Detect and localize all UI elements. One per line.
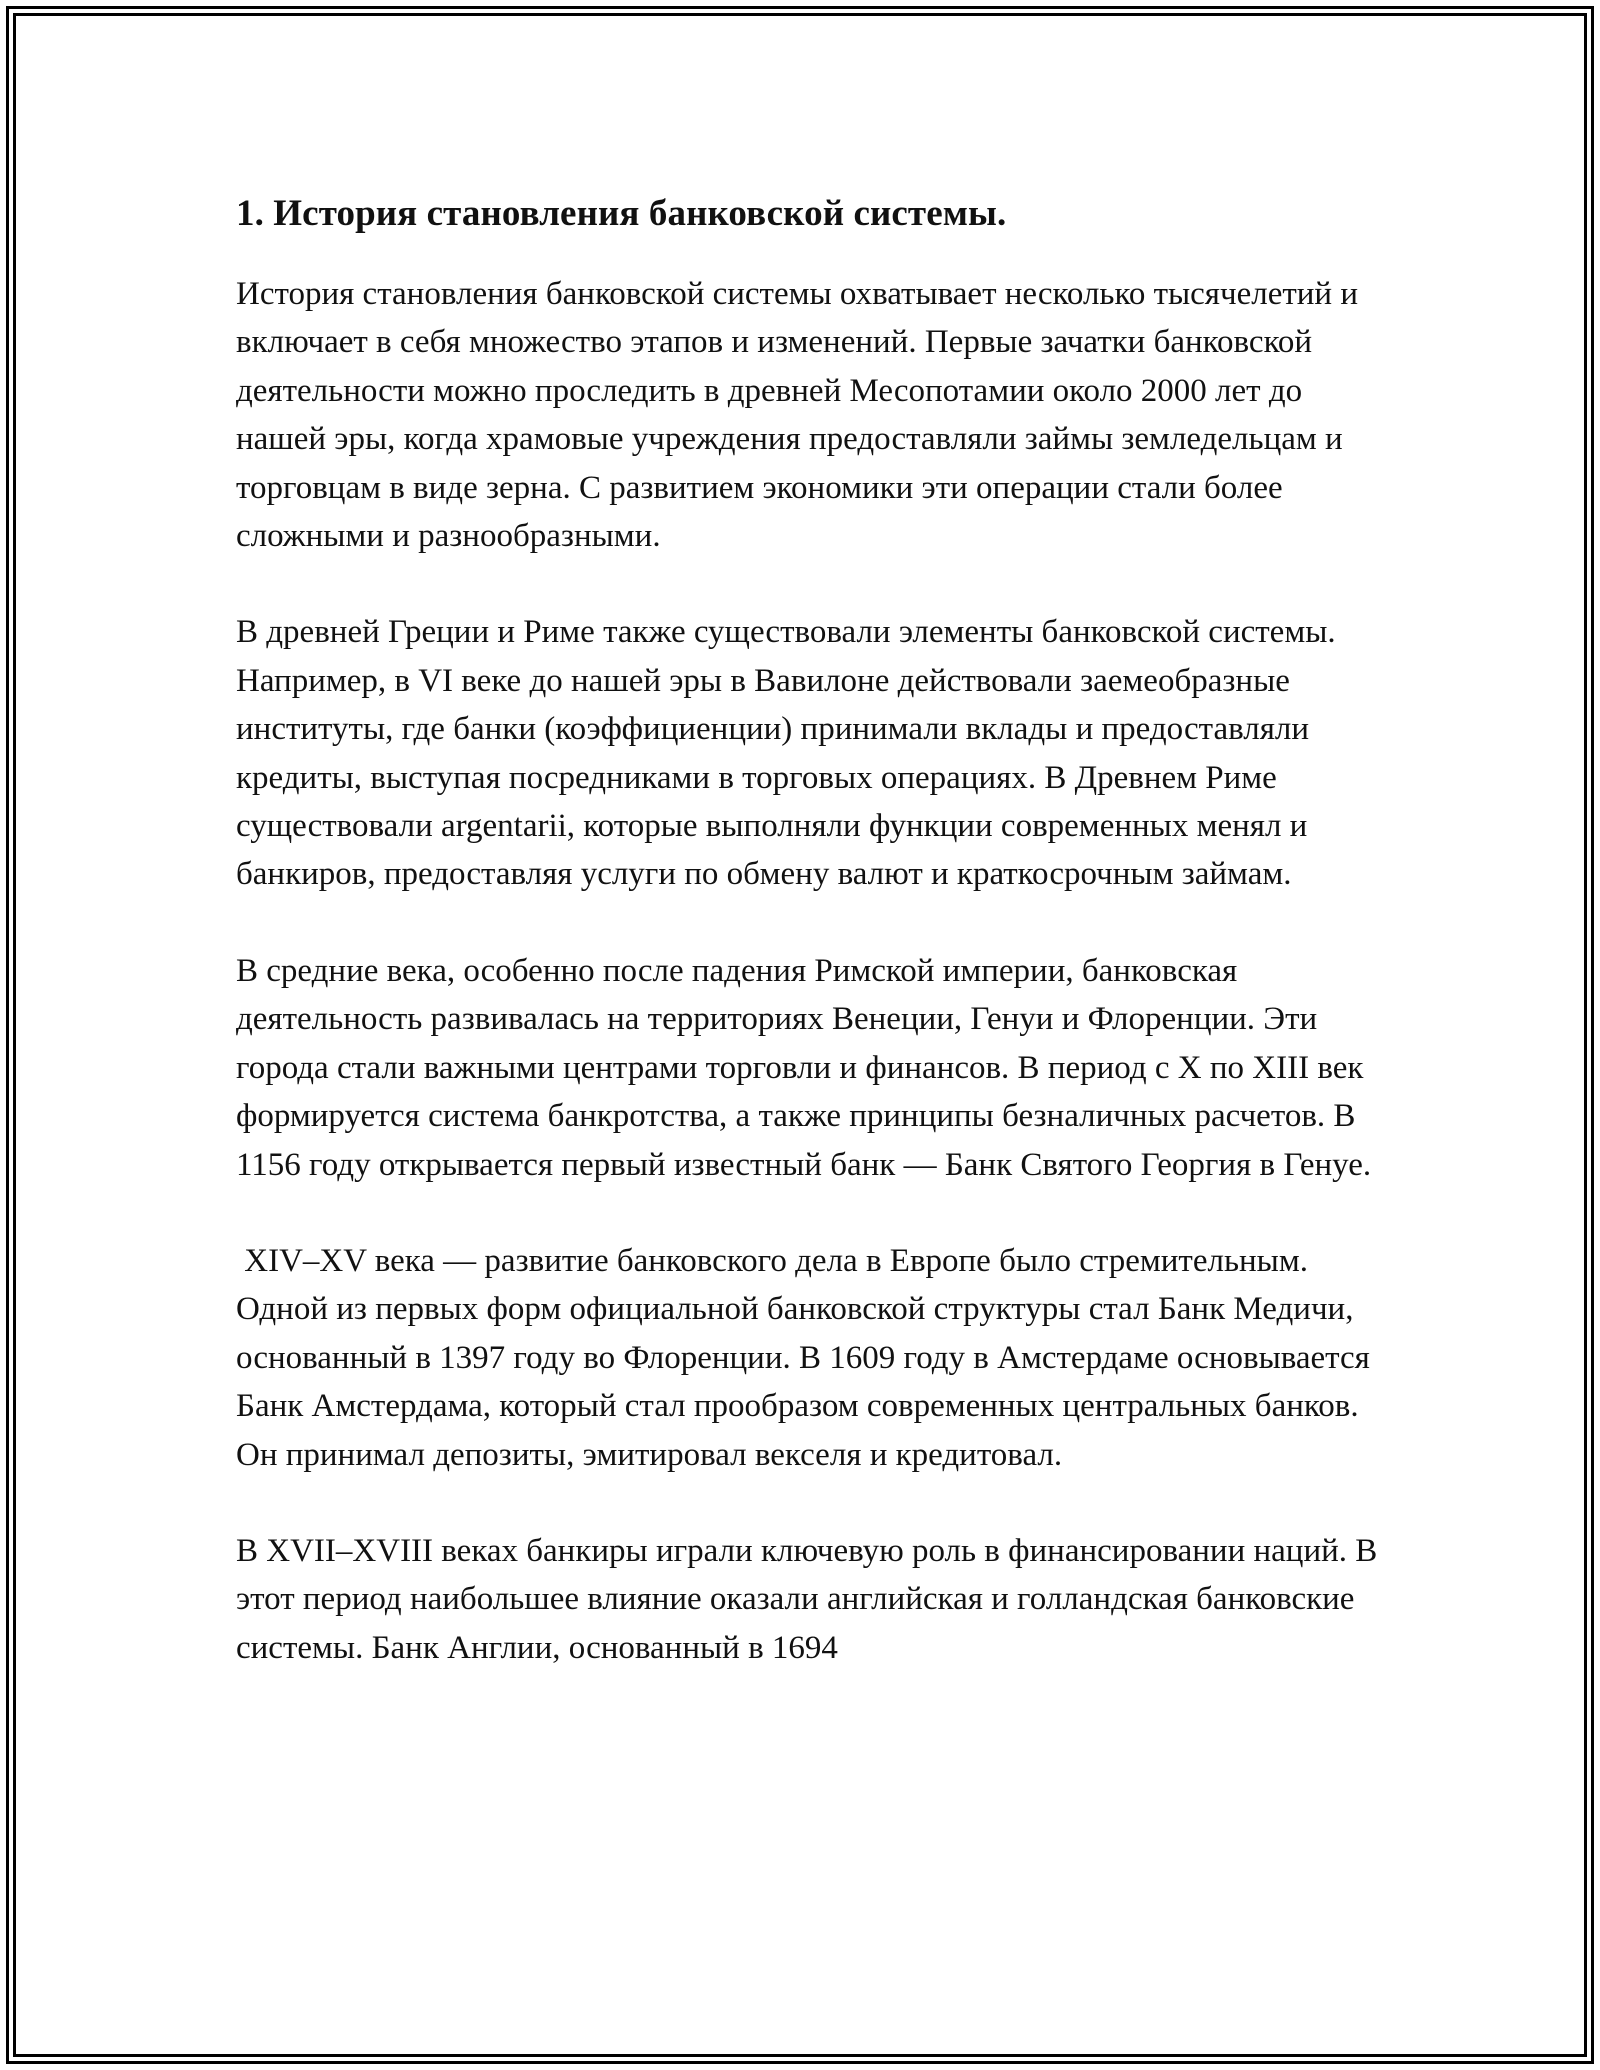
section-heading: 1. История становления банковской системы. — [236, 193, 1007, 234]
paragraph-14-15-centuries: XIV–XV века — развитие банковского дела в Европе было стремительным. Одной из первых форм официальной банковской структуры стал Банк Медичи, основанный в 1397 году во Флоренции. В 1609 году в Амстердаме основывается Банк Амстердама, который стал прообразом современных центральных банков. Он принимал депозиты, эмитировал векселя и кредитовал. — [236, 1242, 1379, 1473]
paragraph-17-18-centuries: В XVII–XVIII веках банкиры играли ключевую роль в финансировании наций. В этот период наибольшее влияние оказали английская и голландская банковские системы. Банк Англии, основанный в 1694 — [236, 1532, 1386, 1666]
paragraph-middle-ages: В средние века, особенно после падения Римской империи, банковская деятельность развивалась на территориях Венеции, Генуи и Флоренции. Эти города стали важными центрами торговли и финансов. В период с X по XIII век формируется система банкротства, а также принципы безналичных расчетов. В 1156 году открывается первый известный банк — Банк Святого Георгия в Генуе. — [236, 952, 1372, 1183]
document-body — [236, 190, 1386, 1672]
paragraph-greece-rome: В древней Греции и Риме также существовали элементы банковской системы. Например, в VI веке до нашей эры в Вавилоне действовали заемеобразные институты, где банки (коэффициенции) принимали вклады и предоставляли кредиты, выступая посредниками в торговых операциях. В Древнем Риме существовали argentarii, которые выполняли функции современных менял и банкиров, предоставляя услуги по обмену валют и краткосрочным займам. — [236, 614, 1344, 893]
paragraph-mesopotamia: История становления банковской системы охватывает несколько тысячелетий и включает в себя множество этапов и изменений. Первые зачатки банковской деятельности можно проследить в древней Месопотамии около 2000 лет до нашей эры, когда храмовые учреждения предоставляли займы земледельцам и торговцам в виде зерна. С развитием экономики эти операции стали более сложными и разнообразными. — [236, 276, 1367, 555]
